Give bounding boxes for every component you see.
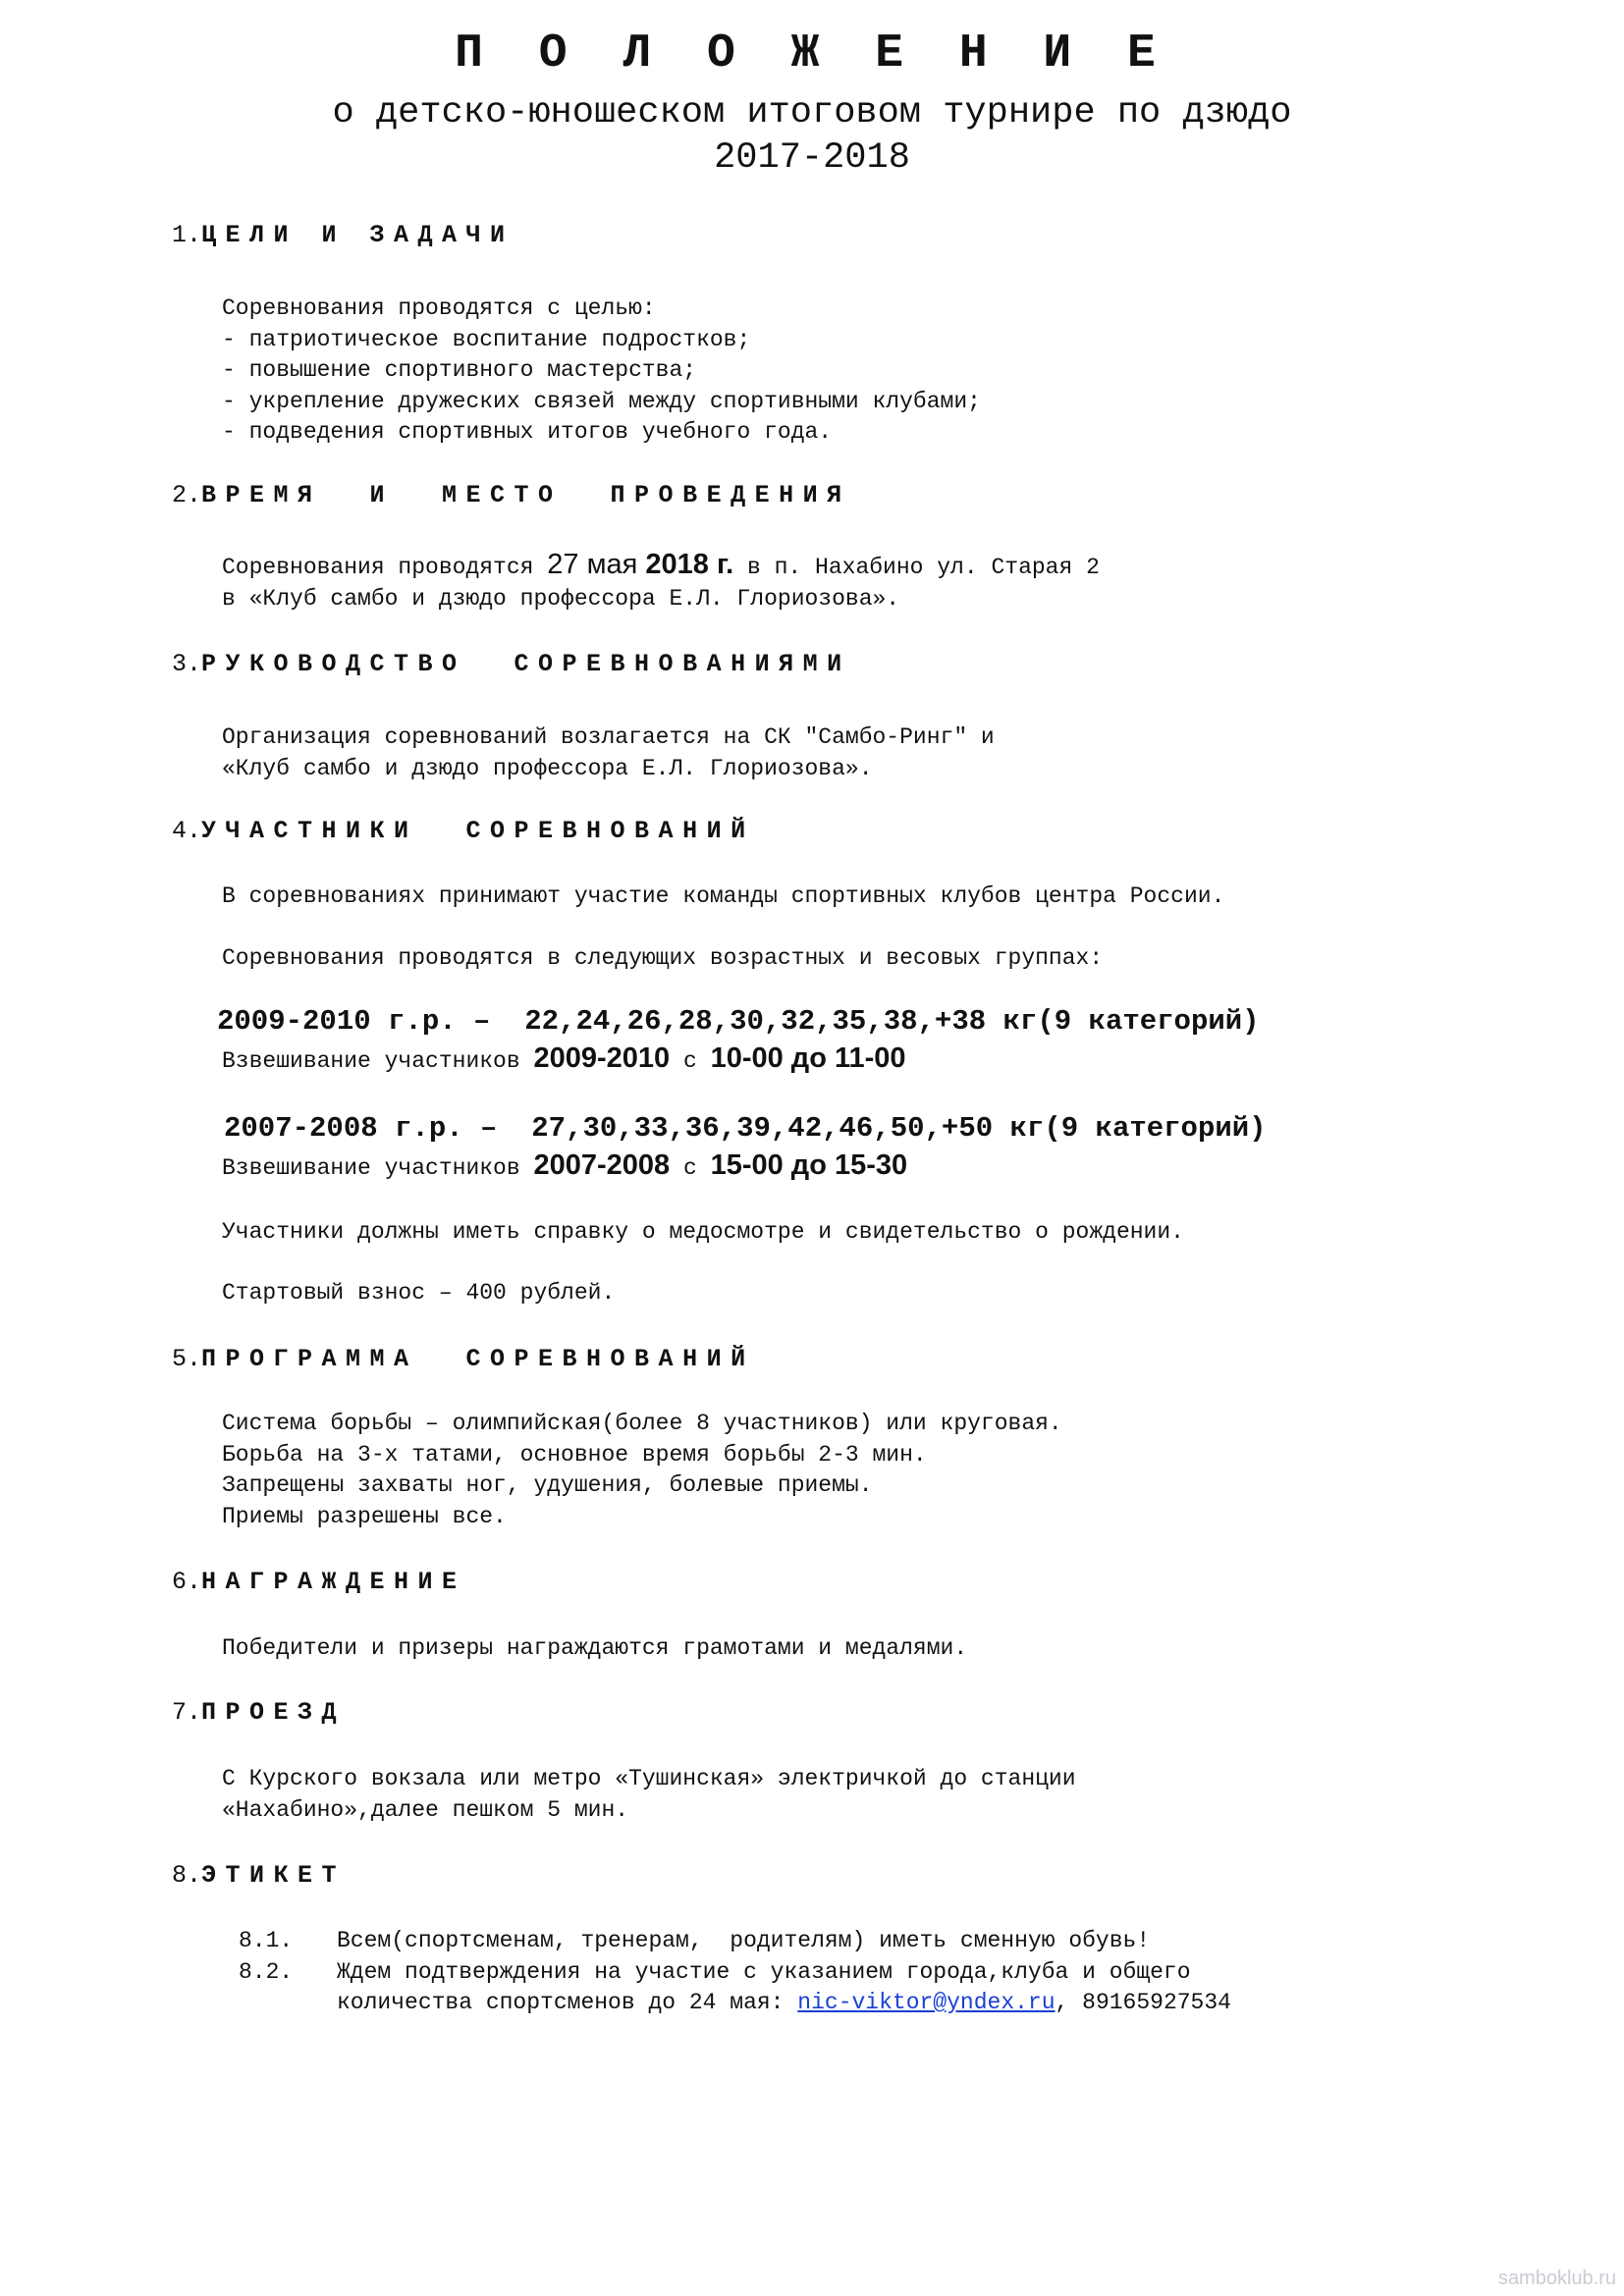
weigh-time: 15-00 до 15-30 <box>710 1149 908 1181</box>
section-number: 3. <box>172 650 202 678</box>
body-line: «Клуб самбо и дзюдо профессора Е.Л. Глориозова». <box>222 755 873 781</box>
subtitle-line2: 2017-2018 <box>714 137 910 179</box>
section-5-heading <box>172 1345 755 1374</box>
age-group-1: 2009-2010 г.р. – 22,24,26,28,30,32,35,38,+38 кг(9 категорий) <box>217 1005 1260 1038</box>
body-line: «Нахабино»,далее пешком 5 мин. <box>222 1796 629 1823</box>
age-group-2: 2007-2008 г.р. – 27,30,33,36,39,42,46,50,+50 кг(9 категорий) <box>224 1112 1267 1145</box>
subtitle-line1: о детско-юношеском итоговом турнире по дзюдо <box>332 92 1292 133</box>
text-run: с <box>670 1155 711 1181</box>
document-subtitle <box>0 90 1624 181</box>
list-item: - подведения спортивных итогов учебного года. <box>222 419 833 445</box>
section-6-body: Победители и призеры награждаются грамотами и медалями. <box>222 1635 968 1661</box>
item-text: количества спортсменов до 24 мая: <box>337 1990 798 2015</box>
document-title: П О Л О Ж Е Н И Е <box>455 27 1169 80</box>
section-5-body <box>222 1409 1062 1532</box>
text-run: Взвешивание участников <box>222 1048 534 1074</box>
weigh-in-2 <box>222 1150 907 1185</box>
section-title: РУКОВОДСТВО СОРЕВНОВАНИЯМИ <box>201 650 851 678</box>
section-8-body <box>239 1926 1231 2019</box>
body-line: Борьба на 3-х татами, основное время борьбы 2-3 мин. <box>222 1441 927 1468</box>
body-line: Организация соревнований возлагается на СК "Самбо-Ринг" и <box>222 724 995 750</box>
item-text: Всем(спортсменам, тренерам, родителям) иметь сменную обувь! <box>337 1928 1151 1953</box>
body-line: в «Клуб самбо и дзюдо профессора Е.Л. Глориозова». <box>222 585 900 612</box>
section-number: 7. <box>172 1698 202 1727</box>
list-item: - укрепление дружеских связей между спортивными клубами; <box>222 388 981 414</box>
section-number: 8. <box>172 1861 202 1890</box>
section-number: 4. <box>172 817 202 845</box>
section-2-body <box>222 550 1100 614</box>
date-year: 2018 г. <box>645 549 734 580</box>
weigh-time: 10-00 до 11-00 <box>710 1042 906 1074</box>
section-number: 2. <box>172 481 202 509</box>
text-run: в п. Нахабино ул. Старая 2 <box>733 555 1100 580</box>
item-text: Ждем подтверждения на участие с указанием города,клуба и общего <box>337 1958 1191 1985</box>
item-number: 8.1. <box>239 1928 294 1953</box>
section-4-line1: В соревнованиях принимают участие команды спортивных клубов центра России. <box>222 883 1225 909</box>
date-day: 27 мая <box>547 549 646 580</box>
body-line: Приемы разрешены все. <box>222 1503 507 1529</box>
section-title: ПРОЕЗД <box>201 1698 347 1727</box>
section-number: 5. <box>172 1345 202 1373</box>
section-3-body <box>222 722 995 784</box>
section-4-line2: Соревнования проводятся в следующих возрастных и весовых группах: <box>222 945 1104 971</box>
etiquette-item-1 <box>239 1926 1231 1957</box>
text-run: Соревнования проводятся <box>222 555 548 580</box>
body-line: Соревнования проводятся с целью: <box>222 295 656 321</box>
weigh-years: 2007-2008 <box>533 1149 671 1181</box>
text-run: с <box>670 1048 711 1074</box>
list-item: - патриотическое воспитание подростков; <box>222 326 751 352</box>
section-4-line4: Стартовый взнос – 400 рублей. <box>222 1280 616 1306</box>
body-line: С Курского вокзала или метро «Тушинская» электричкой до станции <box>222 1766 1076 1791</box>
section-title: УЧАСТНИКИ СОРЕВНОВАНИЙ <box>201 817 755 845</box>
section-1-body <box>222 294 981 449</box>
phone-number: , 89165927534 <box>1055 1990 1231 2015</box>
body-line <box>222 550 1100 584</box>
section-title: ЦЕЛИ И ЗАДАЧИ <box>201 221 514 249</box>
etiquette-item-2 <box>239 1957 1231 1989</box>
section-6-heading <box>172 1568 466 1597</box>
section-4-line3: Участники должны иметь справку о медосмотре и свидетельство о рождении. <box>222 1219 1184 1245</box>
section-title: ВРЕМЯ И МЕСТО ПРОВЕДЕНИЯ <box>201 481 851 509</box>
text-run: Взвешивание участников <box>222 1155 534 1181</box>
section-3-heading <box>172 650 851 679</box>
body-line: Система борьбы – олимпийская(более 8 участников) или круговая. <box>222 1411 1062 1436</box>
body-line: Запрещены захваты ног, удушения, болевые приемы. <box>222 1472 873 1498</box>
section-number: 1. <box>172 221 202 249</box>
section-title: ПРОГРАММА СОРЕВНОВАНИЙ <box>201 1345 755 1373</box>
watermark: samboklub.ru <box>1497 2268 1616 2289</box>
section-4-heading <box>172 817 755 846</box>
list-item: - повышение спортивного мастерства; <box>222 357 697 383</box>
section-title: НАГРАЖДЕНИЕ <box>201 1568 466 1596</box>
section-8-heading <box>172 1861 346 1891</box>
etiquette-item-2-cont <box>239 1988 1231 2019</box>
section-2-heading <box>172 481 851 510</box>
weigh-in-1 <box>222 1043 906 1078</box>
section-7-body <box>222 1764 1076 1826</box>
weigh-years: 2009-2010 <box>533 1042 671 1074</box>
section-1-heading <box>172 221 514 250</box>
email-link[interactable]: nic-viktor@yndex.ru <box>797 1990 1056 2015</box>
section-7-heading <box>172 1698 346 1728</box>
item-number: 8.2. <box>239 1958 294 1985</box>
section-number: 6. <box>172 1568 202 1596</box>
section-title: ЭТИКЕТ <box>201 1861 347 1890</box>
